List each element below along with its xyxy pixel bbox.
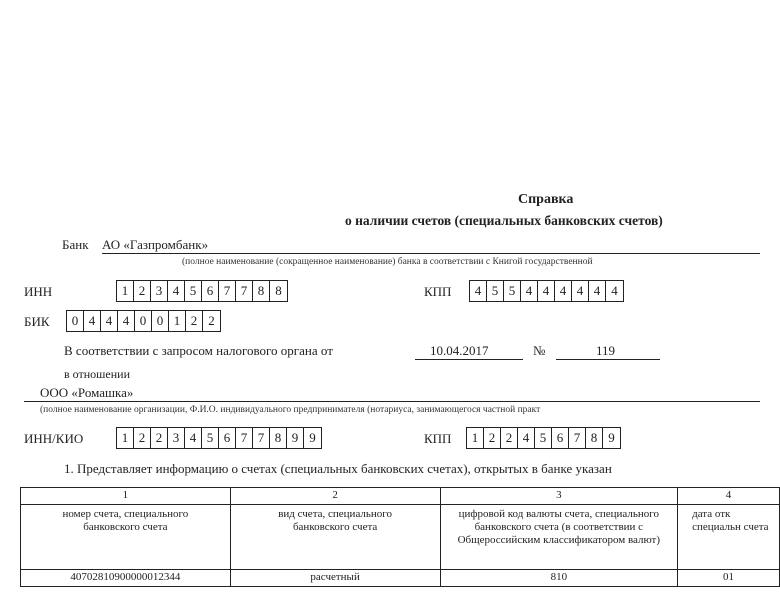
bik-digit: 1 [169,311,186,331]
org-inn-digit: 2 [151,428,168,448]
org-inn-digit: 9 [287,428,304,448]
org-inn-digit: 7 [236,428,253,448]
bik-digit: 0 [67,311,84,331]
bank-name: АО «Газпромбанк» [102,237,209,252]
org-kpp-digit: 6 [552,428,569,448]
currency-code-cell: 810 [440,570,678,587]
inn-digit: 5 [185,281,202,301]
bank-kpp-label: КПП [424,284,452,299]
org-kpp-digit: 9 [608,430,615,445]
column-headers-row [21,505,780,570]
org-inn-label: ИНН/КИО [24,431,84,446]
open-date-cell: 01 [678,570,780,587]
inn-digit: 7 [236,281,253,301]
bik-cells [66,310,221,332]
kpp-digit: 4 [538,281,555,301]
bank-caption: (полное наименование (сокращенное наименование) банка в соответствии с Книгой государственной [182,257,593,267]
bik-digit: 0 [135,311,152,331]
bank-name-underline [102,253,760,254]
org-inn-digit: 3 [168,428,185,448]
org-kpp-digit: 7 [569,428,586,448]
org-inn-digit: 2 [134,428,151,448]
kpp-digit: 4 [555,281,572,301]
inn-digit: 2 [134,281,151,301]
inn-digit: 8 [253,281,270,301]
inn-digit: 4 [168,281,185,301]
request-number: 119 [596,343,616,358]
org-kpp-digit: 4 [518,428,535,448]
header-account-number: номер счета, специального банковского счета [21,505,231,570]
section1-text: 1. Представляет информацию о счетах (специальных банковских счетах), открытых в банке указан [64,461,612,476]
inn-digit: 8 [275,283,282,298]
document-subtitle: о наличии счетов (специальных банковских счетов) [345,213,663,228]
request-text: В соответствии с запросом налогового органа от [64,343,333,358]
org-inn-digit: 7 [253,428,270,448]
org-inn-digit: 5 [202,428,219,448]
bik-label: БИК [24,314,50,329]
bik-digit: 2 [186,311,203,331]
bik-digit: 4 [118,311,135,331]
table-row [21,570,780,587]
inn-digit: 1 [117,281,134,301]
org-kpp-digit: 5 [535,428,552,448]
org-kpp-digit: 2 [501,428,518,448]
column-number: 4 [678,488,780,505]
column-numbers-row [21,488,780,505]
organization-caption: (полное наименование организации, Ф.И.О. индивидуального предпринимателя (нотариуса, занимающегося частной практ [40,405,541,415]
column-number: 3 [440,488,678,505]
bank-label: Банк [62,237,89,252]
org-kpp-digit: 2 [484,428,501,448]
column-number: 2 [230,488,440,505]
organization-name: ООО «Ромашка» [40,385,134,400]
document-title: Справка [518,192,574,207]
kpp-digit: 5 [504,281,521,301]
bik-digit: 4 [84,311,101,331]
bik-digit: 0 [152,311,169,331]
kpp-digit: 5 [487,281,504,301]
header-account-type: вид счета, специального банковского счета [230,505,440,570]
request-date: 10.04.2017 [430,343,489,358]
org-inn-digit: 9 [309,430,316,445]
accounts-table [20,487,780,587]
bank-inn-cells [116,280,288,302]
bik-digit: 4 [101,311,118,331]
request-number-underline [556,359,660,360]
account-number-cell: 40702810900000012344 [21,570,231,587]
request-number-sign: № [533,343,546,358]
kpp-digit: 4 [611,283,618,298]
kpp-digit: 4 [589,281,606,301]
request-date-underline [415,359,523,360]
org-kpp-digit: 1 [467,428,484,448]
org-kpp-digit: 8 [586,428,603,448]
account-type-cell: расчетный [230,570,440,587]
org-inn-digit: 8 [270,428,287,448]
org-kpp-label: КПП [424,431,452,446]
inn-digit: 7 [219,281,236,301]
kpp-digit: 4 [470,281,487,301]
bank-inn-label: ИНН [24,284,53,299]
kpp-digit: 4 [521,281,538,301]
org-inn-digit: 4 [185,428,202,448]
header-currency-code: цифровой код валюты счета, специального банковского счета (в соответствии с Общероссийским классификатором валют) [440,505,678,570]
organization-underline [24,401,760,402]
column-number: 1 [21,488,231,505]
bik-digit: 2 [208,313,215,328]
inn-digit: 3 [151,281,168,301]
header-open-date: дата отк специальн счета [678,505,780,570]
regarding-text: в отношении [64,367,131,381]
bank-kpp-cells [469,280,624,302]
org-kpp-cells [466,427,621,449]
inn-digit: 6 [202,281,219,301]
org-inn-digit: 6 [219,428,236,448]
kpp-digit: 4 [572,281,589,301]
org-inn-cells [116,427,322,449]
org-inn-digit: 1 [117,428,134,448]
